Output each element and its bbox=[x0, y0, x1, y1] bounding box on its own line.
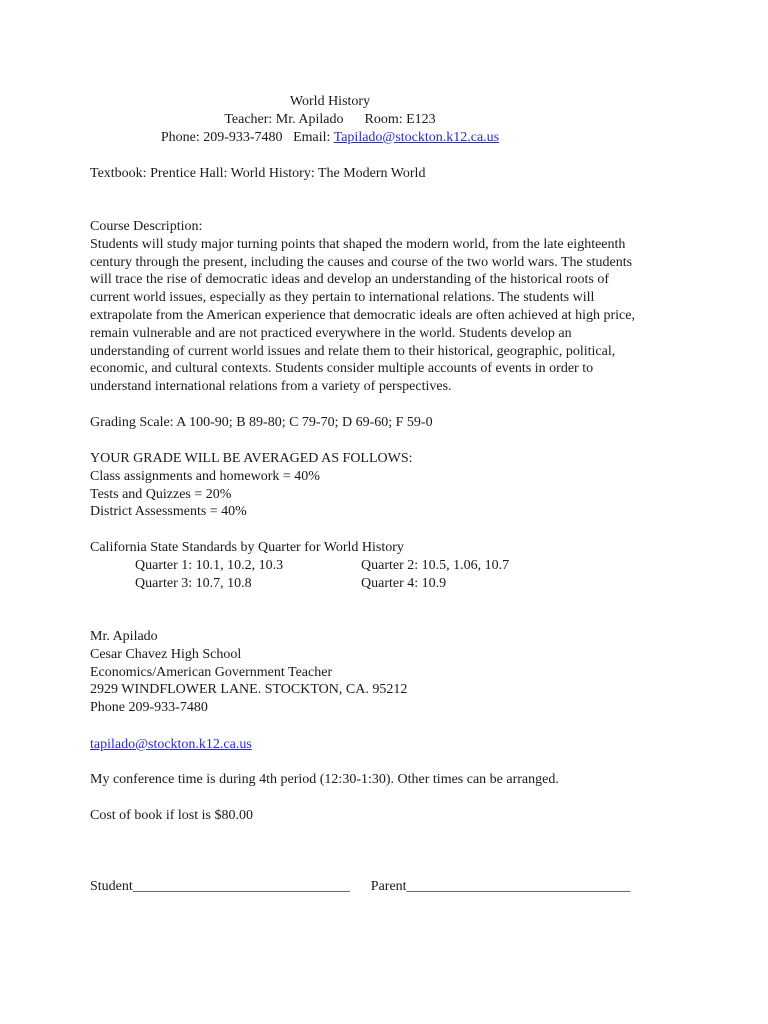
document-header bbox=[0, 93, 660, 146]
header-email-link[interactable]: Tapilado@stockton.k12.ca.us bbox=[333, 129, 500, 145]
teacher-room-line bbox=[0, 111, 660, 129]
room-number: Room: E123 bbox=[364, 111, 436, 127]
contact-name: Mr. Apilado bbox=[90, 629, 158, 644]
standards-row bbox=[90, 575, 690, 593]
parent-signature-field[interactable]: Parent________________________________ bbox=[370, 879, 631, 894]
averaging-item: Class assignments and homework = 40% bbox=[90, 468, 320, 484]
signature-line bbox=[90, 878, 631, 896]
averaging-item: District Assessments = 40% bbox=[90, 504, 247, 520]
course-title: World History bbox=[289, 94, 371, 109]
description-line: current world issues, especially as they pertain to international relations. The students will bbox=[90, 290, 595, 306]
contact-school: Cesar Chavez High School bbox=[90, 646, 242, 662]
standards-q3: Quarter 3: 10.7, 10.8 bbox=[135, 575, 252, 591]
standards-q1: Quarter 1: 10.1, 10.2, 10.3 bbox=[135, 557, 284, 573]
textbook-line: Textbook: Prentice Hall: World History: The Modern World bbox=[90, 166, 426, 181]
description-line: extrapolate from the American experience that democratic ideals are often achieved at high price, bbox=[90, 307, 635, 323]
description-line: century through the present, including the causes and course of the two world wars. The students bbox=[90, 254, 633, 270]
description-line: remain vulnerable and are not practiced everywhere in the world. Students develop an bbox=[90, 325, 572, 341]
grading-scale: Grading Scale: A 100-90; B 89-80; C 79-70; D 69-60; F 59-0 bbox=[90, 415, 433, 430]
course-description bbox=[90, 218, 690, 396]
grade-averaging bbox=[90, 450, 690, 521]
header-phone: Phone: 209-933-7480 bbox=[160, 129, 283, 145]
contact-role: Economics/American Government Teacher bbox=[90, 664, 333, 680]
book-cost: Cost of book if lost is $80.00 bbox=[90, 808, 253, 823]
email-label: Email: bbox=[293, 129, 331, 145]
student-signature-field[interactable]: Student_______________________________ bbox=[90, 879, 350, 894]
description-line: Students will study major turning points that shaped the modern world, from the late eighteenth bbox=[90, 236, 626, 252]
standards-row bbox=[90, 557, 690, 575]
contact-email-line bbox=[90, 736, 690, 754]
course-description-heading: Course Description: bbox=[90, 219, 203, 234]
contact-address: 2929 WINDFLOWER LANE. STOCKTON, CA. 95212 bbox=[90, 682, 408, 698]
standards-q4: Quarter 4: 10.9 bbox=[361, 575, 447, 591]
averaging-heading: YOUR GRADE WILL BE AVERAGED AS FOLLOWS: bbox=[90, 451, 413, 466]
description-line: understand international relations from a variety of perspectives. bbox=[90, 379, 452, 395]
standards-q2: Quarter 2: 10.5, 1.06, 10.7 bbox=[361, 557, 510, 573]
standards-heading: California State Standards by Quarter for World History bbox=[90, 540, 404, 555]
contact-phone: Phone 209-933-7480 bbox=[90, 700, 208, 716]
conference-time: My conference time is during 4th period (12:30-1:30). Other times can be arranged. bbox=[90, 772, 559, 787]
teacher-name: Teacher: Mr. Apilado bbox=[224, 111, 344, 127]
description-line: understanding of current world issues and relate them to their historical, geographic, political, bbox=[90, 343, 616, 359]
description-line: economic, and cultural contexts. Students consider multiple accounts of events in order to bbox=[90, 361, 594, 377]
state-standards bbox=[90, 539, 690, 592]
contact-block bbox=[90, 628, 690, 717]
description-line: will trace the rise of democratic ideas and develop an understanding of the historical roots of bbox=[90, 272, 609, 288]
phone-email-line bbox=[0, 129, 660, 147]
averaging-item: Tests and Quizzes = 20% bbox=[90, 486, 232, 502]
contact-email-link[interactable]: tapilado@stockton.k12.ca.us bbox=[90, 737, 252, 752]
